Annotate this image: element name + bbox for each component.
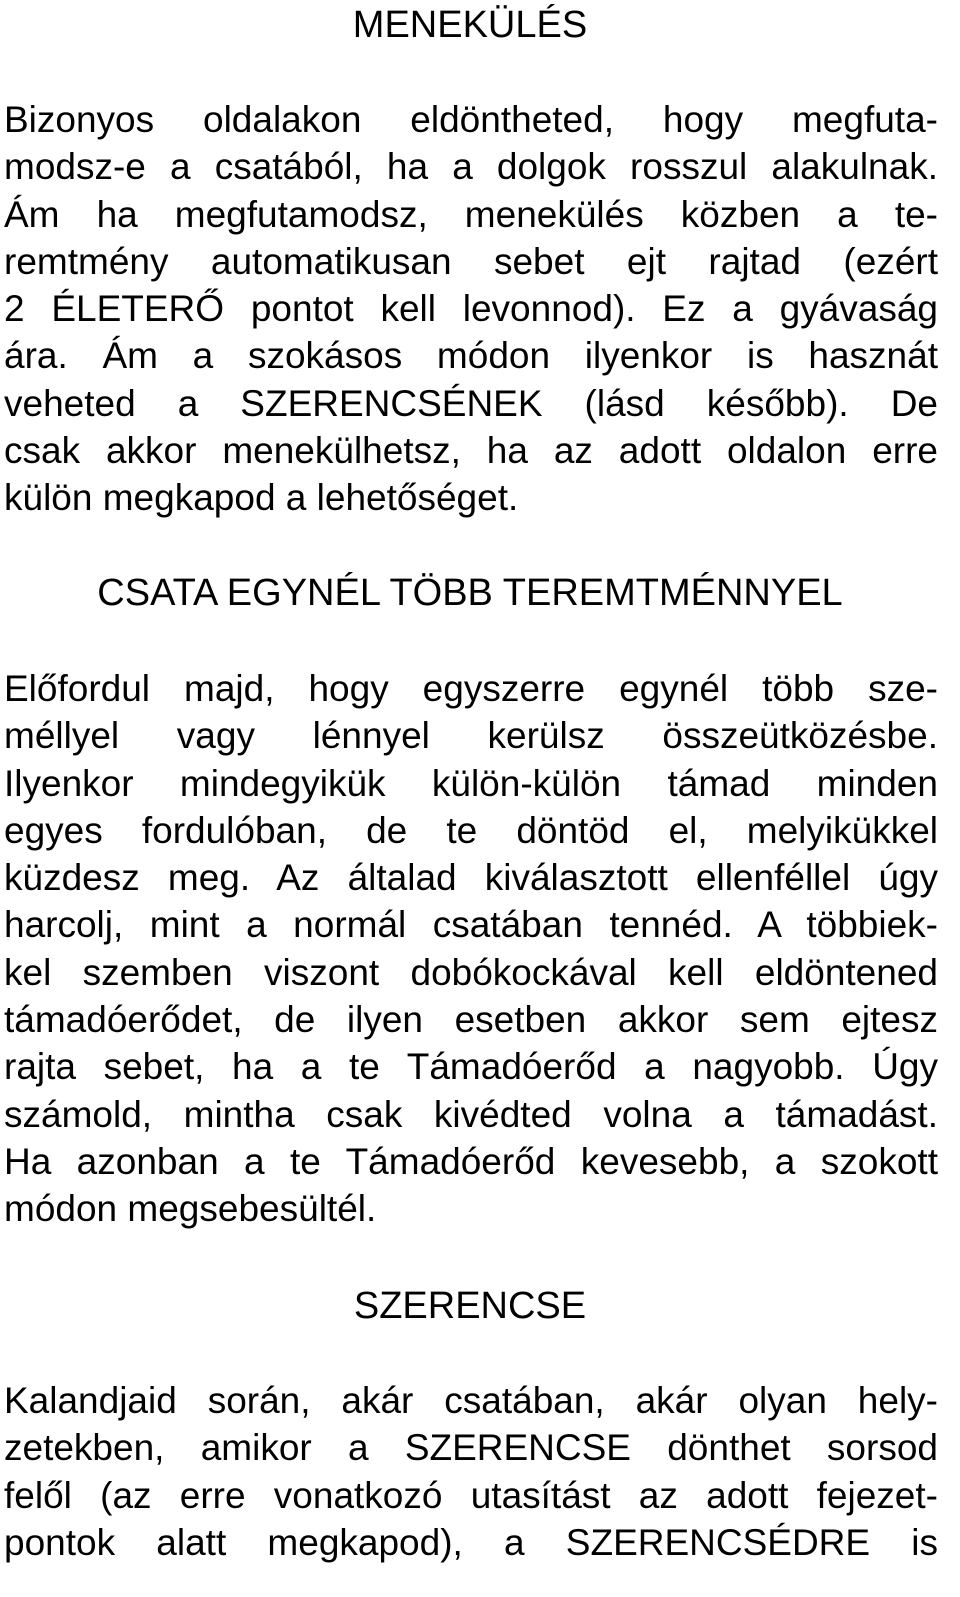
text-line: harcolj, mint a normál csatában tennéd. A többiek-	[4, 904, 938, 946]
text-line: támadóerődet, de ilyen esetben akkor sem ejtesz	[4, 999, 938, 1041]
text-line: felől (az erre vonatkozó utasítást az adott fejezet-	[4, 1474, 938, 1516]
text-line: Előfordul majd, hogy egyszerre egynél több sze-	[4, 668, 938, 709]
text-line: 2 ÉLETERŐ pontot kell levonnod). Ez a gyávaság	[4, 288, 938, 330]
text-line: egyes fordulóban, de te döntöd el, melyikükkel	[4, 809, 938, 851]
text-line: Ilyenkor mindegyikük külön-külön támad minden	[4, 762, 938, 804]
text-line: számold, mintha csak kivédted volna a támadást.	[4, 1093, 938, 1135]
text-line: veheted a SZERENCSÉNEK (lásd később). De	[4, 382, 938, 424]
text-line: módon megsebesültél.	[4, 1188, 377, 1230]
text-line: pontok alatt megkapod), a SZERENCSÉDRE is	[4, 1521, 938, 1563]
text-line: Ha azonban a te Támadóerőd kevesebb, a szokott	[4, 1140, 938, 1182]
text-line: rajta sebet, ha a te Támadóerőd a nagyobb. Úgy	[4, 1046, 938, 1088]
text-line: Kalandjaid során, akár csatában, akár olyan hely-	[4, 1380, 938, 1421]
paragraph-csata	[4, 665, 938, 1233]
text-line: csak akkor menekülhetsz, ha az adott oldalon erre	[4, 430, 938, 472]
section-heading-menekules: MENEKÜLÉS	[352, 4, 588, 46]
text-line: modsz-e a csatából, ha a dolgok rosszul alakulnak.	[4, 146, 938, 188]
text-line: kel szemben viszont dobókockával kell eldöntened	[4, 951, 938, 993]
text-line: Bizonyos oldalakon eldöntheted, hogy megfuta-	[4, 99, 938, 140]
text-line: ára. Ám a szokásos módon ilyenkor is hasznát	[4, 335, 938, 377]
section-heading-csata: CSATA EGYNÉL TÖBB TEREMTMÉNNYEL	[97, 572, 843, 614]
paragraph-szerencse	[4, 1377, 938, 1566]
text-line: külön megkapod a lehetőséget.	[4, 477, 519, 519]
text-line: méllyel vagy lénnyel kerülsz összeütközésbe.	[4, 715, 938, 757]
text-line: küzdesz meg. Az általad kiválasztott ellenféllel úgy	[4, 857, 938, 899]
text-line: zetekben, amikor a SZERENCSE dönthet sorsod	[4, 1427, 938, 1469]
text-line: remtmény automatikusan sebet ejt rajtad (ezért	[4, 240, 938, 282]
text-line: Ám ha megfutamodsz, menekülés közben a te-	[4, 193, 938, 235]
paragraph-menekules	[4, 96, 938, 522]
section-heading-szerencse: SZERENCSE	[353, 1285, 587, 1327]
